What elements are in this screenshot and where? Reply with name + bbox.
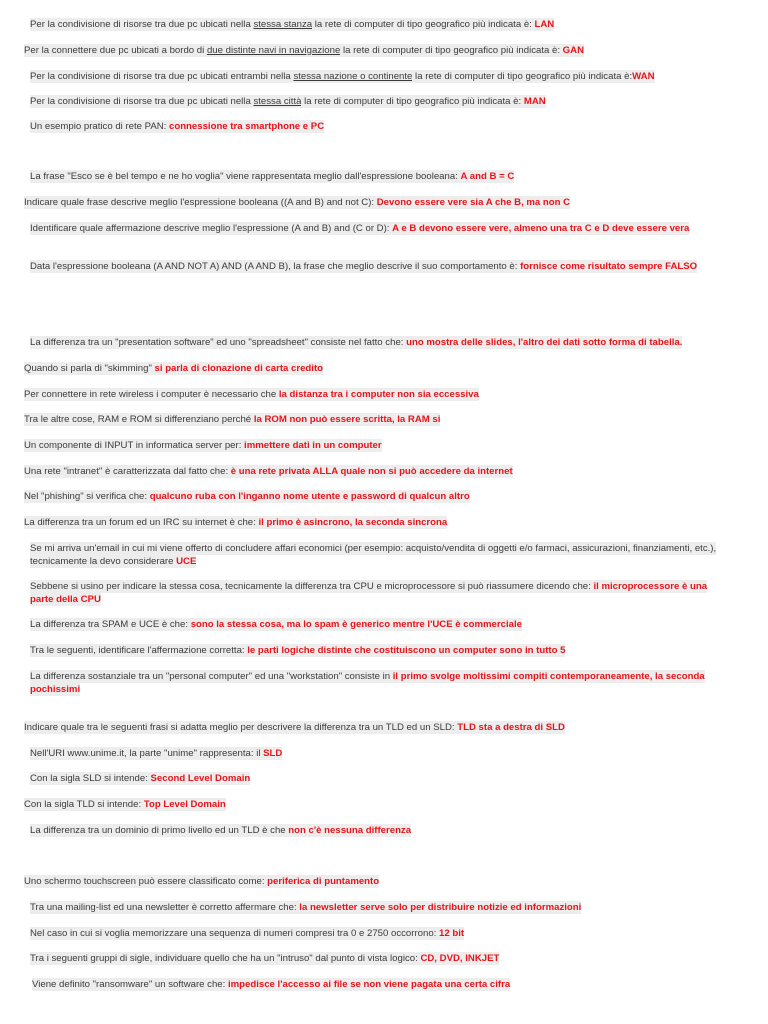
- qa-item: [30, 902, 730, 915]
- question-text: Tra i seguenti gruppi di sigle, individuare quello che ha un "intruso" dal punto di vista logico:: [30, 953, 421, 964]
- qa-item: [30, 543, 730, 568]
- question-text: La differenza sostanziale tra un "personal computer" ed una "workstation" consiste in: [30, 671, 393, 682]
- answer-text: 12 bit: [439, 928, 465, 939]
- qa-item: [24, 491, 730, 504]
- question-text: Viene definito "ransomware" un software che:: [32, 979, 228, 990]
- qa-item: [24, 389, 730, 402]
- answer-text: A e B devono essere vere, almeno una tra C e D deve essere vera: [392, 223, 690, 234]
- question-text: Uno schermo touchscreen può essere classificato come:: [24, 876, 268, 887]
- qa-item: [30, 773, 730, 786]
- question-text: Una rete "intranet" è caratterizzata dal fatto che:: [24, 466, 231, 477]
- question-text: la rete di computer di tipo geografico più indicata è:: [340, 45, 563, 56]
- answer-text: la ROM non può essere scritta, la RAM si: [253, 414, 441, 425]
- qa-item: [24, 440, 730, 453]
- qa-item: [30, 928, 730, 941]
- question-text: Per la condivisione di risorse tra due pc ubicati nella: [30, 96, 254, 107]
- question-text: La differenza tra un forum ed un IRC su internet è che:: [24, 517, 259, 528]
- question-text: Nel "phishing" si verifica che:: [24, 491, 150, 502]
- qa-item: [24, 466, 730, 479]
- question-text: La differenza tra un dominio di primo livello ed un TLD è che: [30, 825, 289, 836]
- answer-text: SLD: [263, 748, 283, 759]
- qa-item: [30, 19, 730, 32]
- qa-item: [30, 96, 730, 109]
- qa-item: [24, 722, 730, 735]
- question-text: Tra una mailing-list ed una newsletter è corretto affermare che:: [30, 902, 300, 913]
- question-text: Con la sigla SLD si intende:: [30, 773, 151, 784]
- question-text: la rete di computer di tipo geografico più indicata è:: [301, 96, 524, 107]
- answer-text: fornisce come risultato sempre FALSO: [520, 261, 698, 272]
- answer-text: qualcuno ruba con l'inganno nome utente e password di qualcun altro: [149, 491, 470, 502]
- question-emphasis: stessa città: [253, 96, 302, 107]
- answer-text: il microprocessore è una parte della CPU: [30, 581, 708, 605]
- question-text: La differenza tra SPAM e UCE è che:: [30, 619, 191, 630]
- answer-text: WAN: [632, 71, 655, 82]
- answer-text: connessione tra smartphone e PC: [169, 121, 325, 132]
- qa-item: [24, 197, 730, 210]
- qa-item: [24, 363, 730, 376]
- answer-text: immettere dati in un computer: [244, 440, 382, 451]
- question-emphasis: due distinte navi in navigazione: [206, 45, 341, 56]
- question-text: la rete di computer di tipo geografico più indicata è:: [312, 19, 535, 30]
- answer-text: non c'è nessuna differenza: [288, 825, 412, 836]
- question-text: Tra le seguenti, identificare l'affermazione corretta:: [30, 645, 248, 656]
- answer-text: LAN: [534, 19, 555, 30]
- qa-item: [30, 71, 730, 84]
- answer-text: Second Level Domain: [150, 773, 251, 784]
- answer-text: uno mostra delle slides, l'altro dei dati sotto forma di tabella.: [406, 337, 683, 348]
- answer-text: è una rete privata ALLA quale non si può accedere da internet: [230, 466, 513, 477]
- qa-item: [30, 671, 730, 696]
- qa-item: [30, 337, 730, 350]
- qa-item: [30, 619, 730, 632]
- qa-item: [30, 223, 730, 236]
- question-text: Per la connettere due pc ubicati a bordo di: [24, 45, 207, 56]
- answer-text: la distanza tra i computer non sia eccessiva: [278, 389, 479, 400]
- qa-item: [32, 979, 730, 992]
- question-text: Identificare quale affermazione descrive meglio l'espressione (A and B) and (C or D):: [30, 223, 393, 234]
- question-text: Indicare quale tra le seguenti frasi si adatta meglio per descrivere la differenza tra un TLD ed un SLD:: [24, 722, 458, 733]
- question-text: Nel caso in cui si voglia memorizzare una sequenza di numeri compresi tra 0 e 2750 occorrono:: [30, 928, 439, 939]
- question-text: Data l'espressione booleana (A AND NOT A) AND (A AND B), la frase che meglio descrive il suo comportamento è:: [30, 261, 521, 272]
- question-text: Nell'URI www.unime.it, la parte "unime" rappresenta: il: [30, 748, 264, 759]
- qa-item: [30, 645, 730, 658]
- question-text: La differenza tra un "presentation software" ed uno "spreadsheet" consiste nel fatto che:: [30, 337, 407, 348]
- answer-text: si parla di clonazione di carta credito: [154, 363, 324, 374]
- question-text: Per la condivisione di risorse tra due pc ubicati entrambi nella: [30, 71, 294, 82]
- qa-item: [24, 45, 730, 58]
- qa-item: [30, 748, 730, 761]
- answer-text: il primo è asincrono, la seconda sincrona: [258, 517, 448, 528]
- question-text: Per la condivisione di risorse tra due pc ubicati nella: [30, 19, 254, 30]
- answer-text: le parti logiche distinte che costituiscono un computer sono in tutto 5: [247, 645, 566, 656]
- qa-item: [24, 876, 730, 889]
- question-text: Tra le altre cose, RAM e ROM si differenziano perché: [24, 414, 254, 425]
- question-emphasis: stessa nazione o continente: [293, 71, 413, 82]
- qa-item: [24, 414, 730, 427]
- qa-item: [30, 171, 730, 184]
- qa-item: [24, 517, 730, 530]
- answer-text: A and B = C: [460, 171, 515, 182]
- question-text: Un componente di INPUT in informatica server per:: [24, 440, 245, 451]
- answer-text: sono la stessa cosa, ma lo spam è generico mentre l'UCE è commerciale: [190, 619, 522, 630]
- answer-text: TLD sta a destra di SLD: [457, 722, 565, 733]
- answer-text: CD, DVD, INKJET: [420, 953, 500, 964]
- question-text: La frase "Esco se è bel tempo e ne ho voglia" viene rappresentata meglio dall'espressione booleana:: [30, 171, 461, 182]
- answer-text: il primo svolge moltissimi compiti contemporaneamente, la seconda pochissimi: [30, 671, 705, 695]
- question-text: Con la sigla TLD si intende:: [24, 799, 144, 810]
- question-text: la rete di computer di tipo geografico più indicata è:: [412, 71, 633, 82]
- qa-item: [30, 953, 730, 966]
- qa-item: [30, 825, 730, 838]
- answer-text: GAN: [562, 45, 584, 56]
- answer-text: la newsletter serve solo per distribuire notizie ed informazioni: [299, 902, 582, 913]
- answer-text: UCE: [176, 555, 197, 567]
- qa-item: [30, 581, 730, 606]
- qa-item: [30, 261, 730, 274]
- answer-text: impedisce l'accesso ai file se non viene pagata una certa cifra: [227, 979, 511, 990]
- question-text: Per connettere in rete wireless i computer è necessario che: [24, 389, 279, 400]
- question-text: Un esempio pratico di rete PAN:: [30, 121, 169, 132]
- answer-text: periferica di puntamento: [267, 876, 380, 887]
- question-text: Quando si parla di "skimming": [24, 363, 155, 374]
- question-text: Indicare quale frase descrive meglio l'espressione booleana ((A and B) and not C):: [24, 197, 377, 208]
- question-text: Sebbene si usino per indicare la stessa cosa, tecnicamente la differenza tra CPU e microprocessore si può riassumere dicendo che:: [30, 581, 594, 592]
- answer-text: MAN: [523, 96, 546, 107]
- answer-text: Devono essere vere sia A che B, ma non C: [376, 197, 571, 208]
- question-emphasis: stessa stanza: [253, 19, 313, 30]
- qa-item: [30, 121, 730, 134]
- qa-item: [24, 799, 730, 812]
- question-text: Se mi arriva un'email in cui mi viene offerto di concludere affari economici (per esempio: acquisto/vendita di oggetti e/o farmaci, assicurazioni, finanziamenti, etc.), tecnicamente la devo considerare: [30, 543, 717, 567]
- answer-text: Top Level Domain: [143, 799, 226, 810]
